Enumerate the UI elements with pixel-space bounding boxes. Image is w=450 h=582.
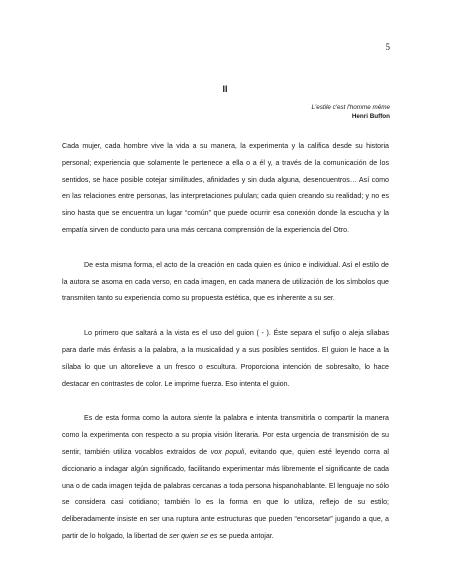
paragraph-4-text-b: la palabra e intenta transmitirla o compartir la manera como la experimenta con respecto a su propia visión literaria. Por esta urgencia de transmisión de su sentir, también utiliza vocablos extraídos de <box>62 414 389 456</box>
epigraph-author: Henri Buffon <box>351 113 390 120</box>
paragraph-1-text: Cada mujer, cada hombre vive la vida a su manera, la experimenta y la califica desde su historia personal; experiencia que solamente le pertenece a ella o a él y, a través de la comunicación de los sentidos, se hace posible cotejar similitudes, afinidades y sin duda alguna, desencuentros… Así como en las relaciones entre personas, las interpretaciones pululan; cada quien creando su realidad; y no es sino hasta que se encuentra un lugar “común” que puede ocurrir esa conexión donde la escucha y la empatía sirven de conducto para una más cercana comprensión de la experiencia del Otro. <box>62 142 389 234</box>
paragraph-3-text: Lo primero que saltará a la vista es el uso del guion ( - ). Éste separa el sufijo o aleja sílabas para darle más énfasis a la palabra, a la musicalidad y a sus posibles sentidos. El guion le hace a la sílaba lo que un altorelieve a un fresco o escultura. Proporciona intención de sobresalto, lo hace destacar en contrastes de color. Le imprime fuerza. Eso intenta el guion. <box>62 329 389 388</box>
paragraph-2-text: De esta misma forma, el acto de la creación en cada quien es único e individual. Así el estilo de la autora se asoma en cada verso, en cada imagen, en cada manera de utilización de los símbolos que transmiten tanto su experiencia como su propuesta estética, que es inherente a su ser. <box>62 260 389 303</box>
paragraph-3 <box>62 325 389 392</box>
paragraph-4-emphasis-ser-quien-se-es: ser quien se es <box>169 531 218 540</box>
epigraph <box>312 103 391 121</box>
paragraph-4-emphasis-siente: siente <box>193 414 213 423</box>
epigraph-quote: L'estile c'est l'homme même <box>311 104 390 111</box>
page-number: 5 <box>385 42 390 52</box>
paragraph-4-emphasis-vox-populi: vox populi <box>210 447 245 456</box>
paragraph-4 <box>62 410 389 544</box>
chapter-heading: II <box>222 84 228 94</box>
paragraph-4-text-d: se pueda antojar. <box>217 531 274 540</box>
paragraph-4-text-c: , evitando que, quien esté leyendo corra al diccionario a indagar algún significado, facilitando experimentar más libremente el significante de cada una o de cada imagen tejida de palabras cercanas a toda persona hispanohablante. El lenguaje no sólo se considera casi cotidiano; también lo es la forma en que lo utiliza, reflejo de su estilo; deliberadamente insiste en ser una ruptura ante estructuras que pueden “encorsetar” jugando a que, a partir de lo holgado, la libertad de <box>62 447 389 540</box>
paragraph-1 <box>62 138 389 239</box>
paragraph-2 <box>62 257 389 307</box>
paragraph-4-text-a: Es de esta forma como la autora <box>84 414 194 423</box>
body-text <box>62 138 389 563</box>
